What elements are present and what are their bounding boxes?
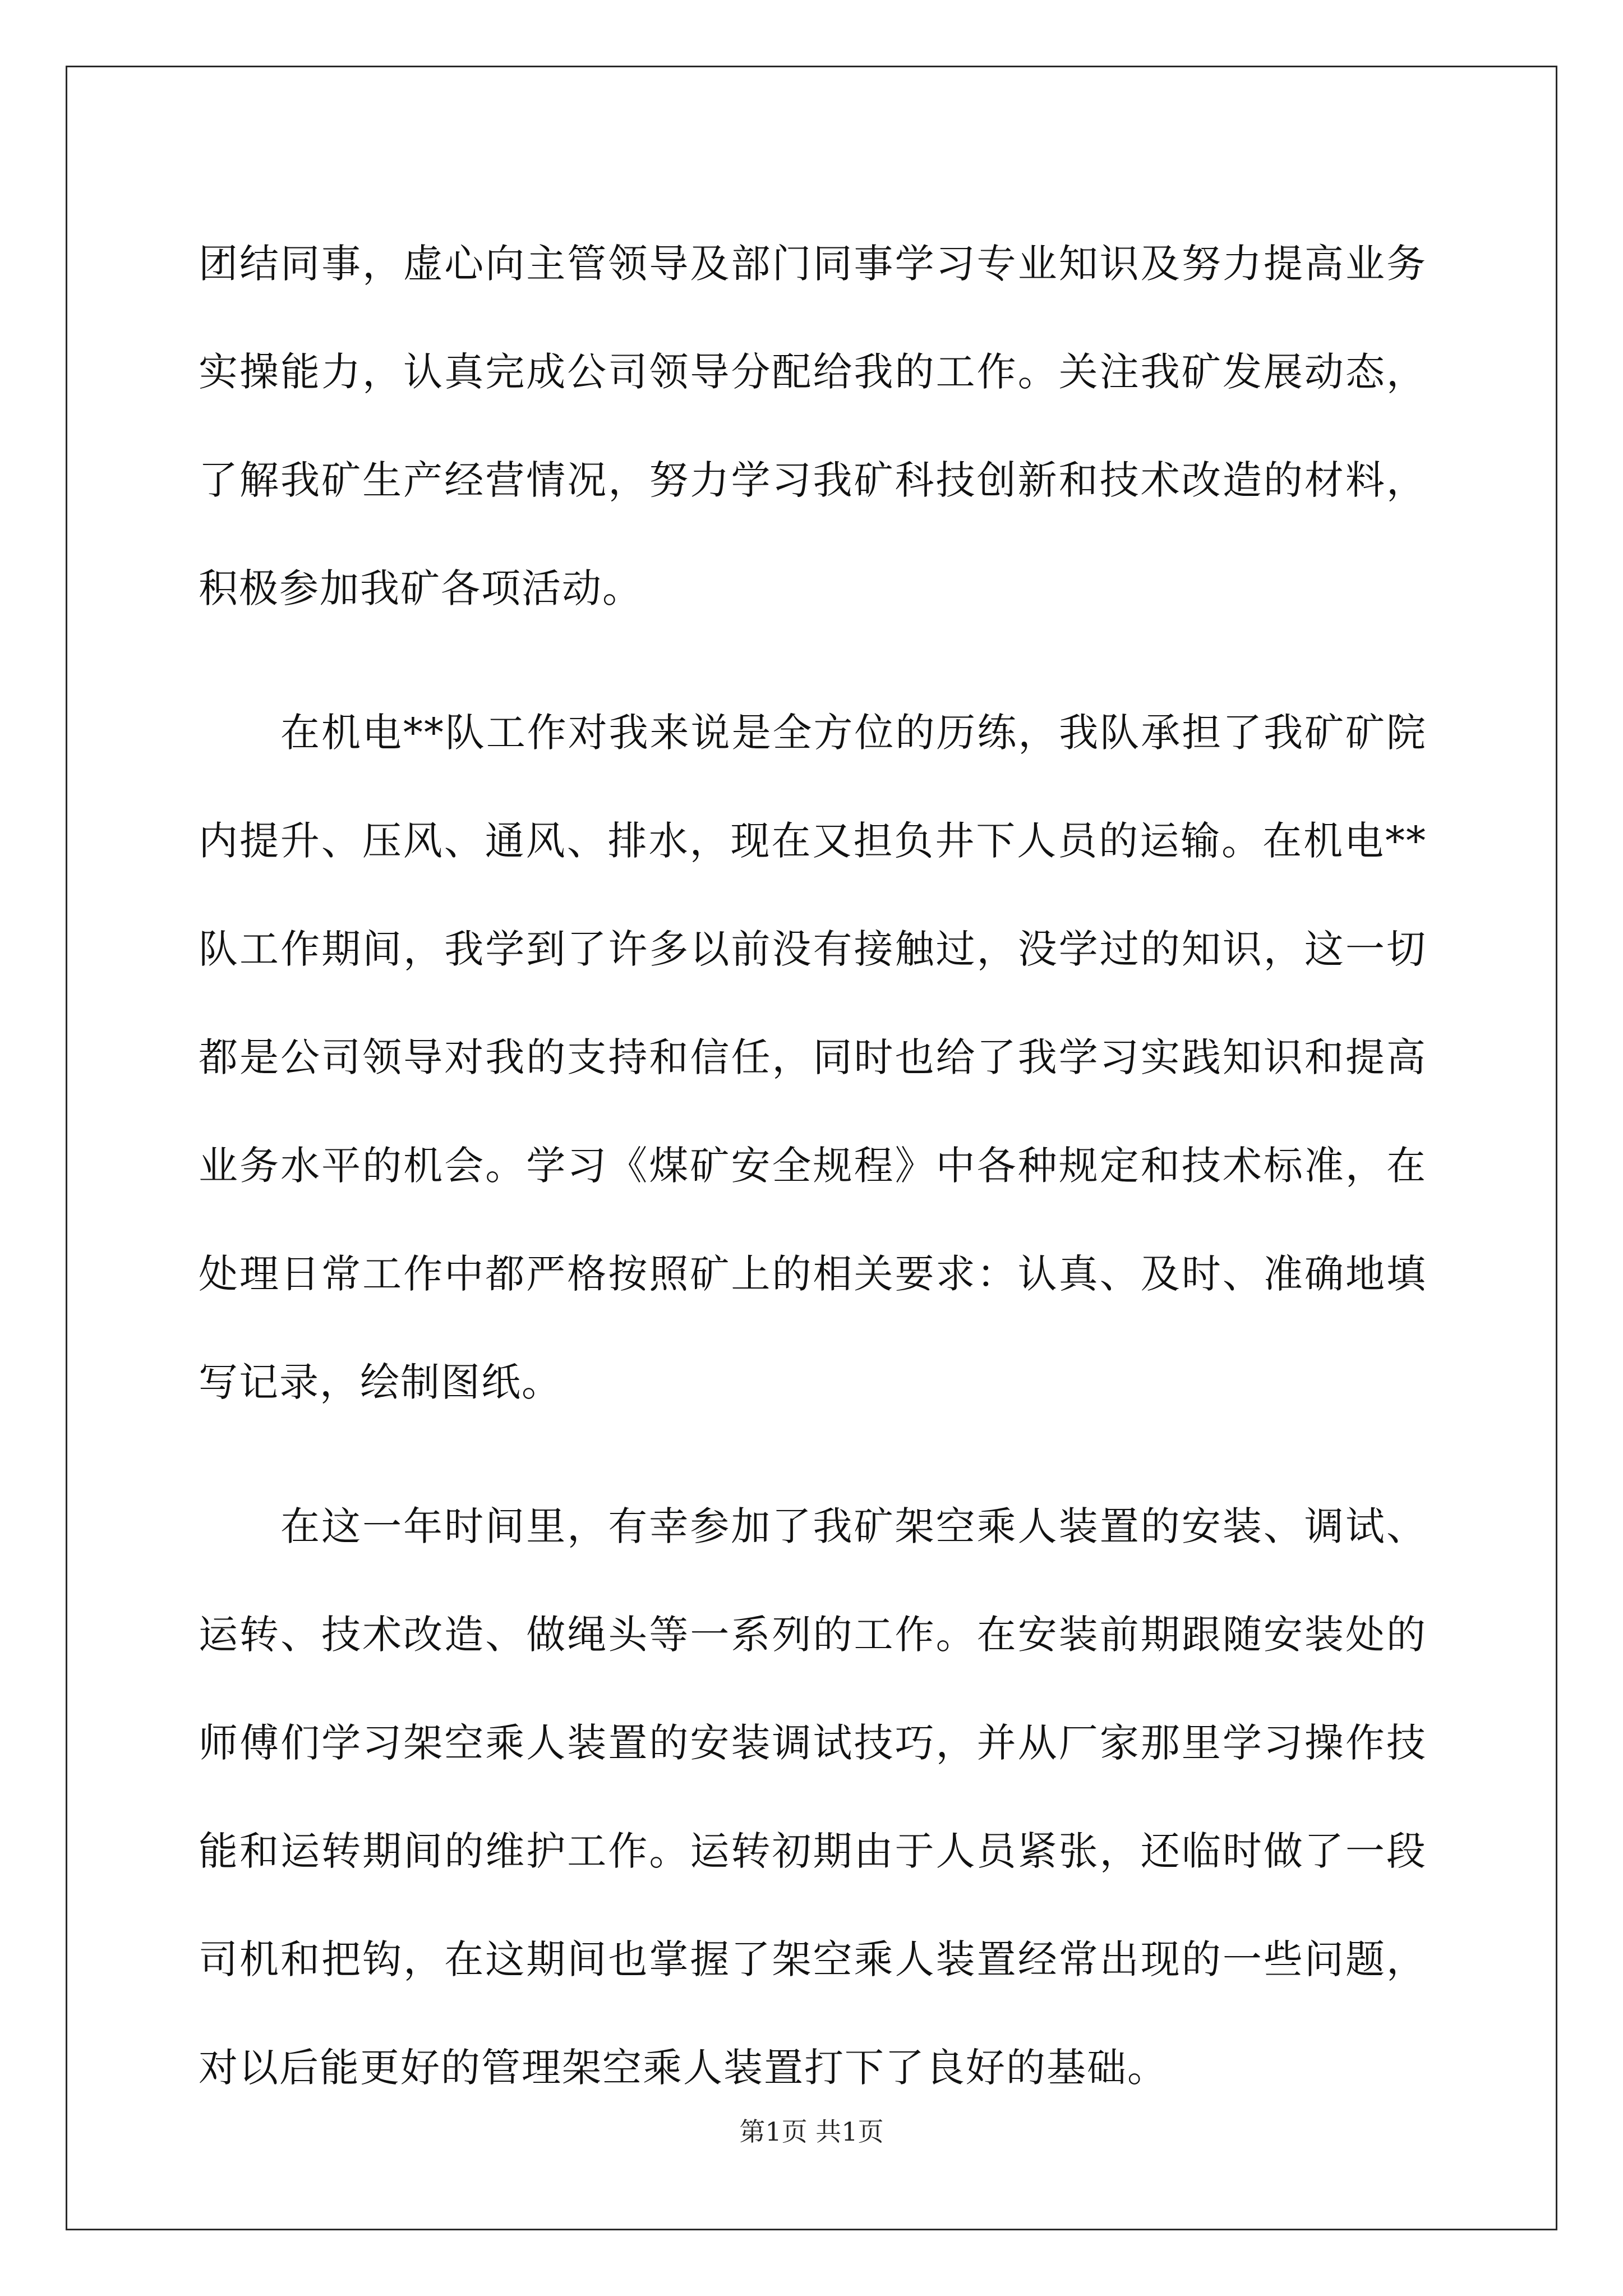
- paragraph-2: 在机电**队工作对我来说是全方位的历练，我队承担了我矿矿院内提升、压风、通风、排水，现在又担负井下人员的运输。在机电**队工作期间，我学到了许多以前没有接触过，没学过的知识，这一切都是公司领导对我的支持和信任，同时也给了我学习实践知识和提高业务水平的机会。学习《煤矿安全规程》中各种规定和技术标准，在处理日常工作中都严格按照矿上的相关要求：认真、及时、准确地填写记录，绘制图纸。: [199, 710, 1427, 1405]
- paragraph-1: 团结同事，虚心向主管领导及部门同事学习专业知识及努力提高业务实操能力，认真完成公司领导分配给我的工作。关注我矿发展动态，了解我矿生产经营情况，努力学习我矿科技创新和技术改造的材料，积极参加我矿各项活动。: [199, 241, 1427, 611]
- page-footer: 第1页 共1页: [739, 2116, 884, 2147]
- paragraph-3: 在这一年时间里，有幸参加了我矿架空乘人装置的安装、调试、运转、技术改造、做绳头等一系列的工作。在安装前期跟随安装处的师傅们学习架空乘人装置的安装调试技巧，并从厂家那里学习操作技能和运转期间的维护工作。运转初期由于人员紧张，还临时做了一段司机和把钩，在这期间也掌握了架空乘人装置经常出现的一些问题，对以后能更好的管理架空乘人装置打下了良好的基础。: [199, 1503, 1427, 2091]
- document-body: [199, 210, 1427, 2158]
